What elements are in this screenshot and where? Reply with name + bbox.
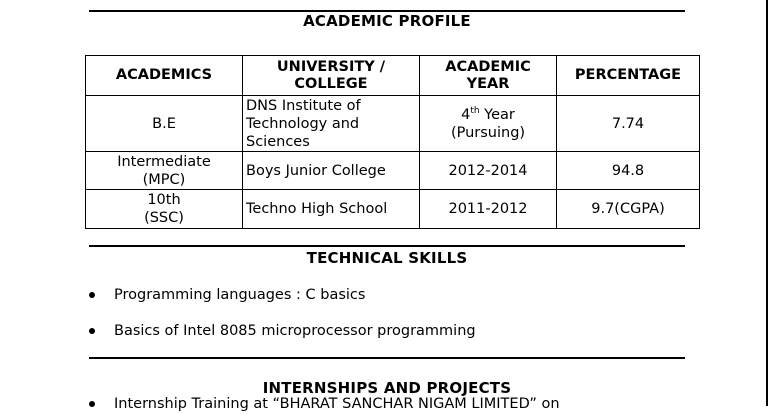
- list-item: Basics of Intel 8085 microprocessor programming: [89, 321, 476, 357]
- cell-academics: 10th (SSC): [86, 190, 243, 229]
- cell-percentage: 7.74: [557, 96, 700, 152]
- cell-college: Boys Junior College: [243, 152, 420, 190]
- list-item: Internship Training at “BHARAT SANCHAR NIGAM LIMITED” on: [89, 394, 689, 414]
- header-academic-year: ACADEMIC YEAR: [420, 56, 557, 96]
- table-header-row: [86, 56, 700, 96]
- table-row: [86, 190, 700, 229]
- academic-profile-table: [85, 55, 700, 229]
- header-percentage: PERCENTAGE: [557, 56, 700, 96]
- bullet-icon: [89, 328, 95, 334]
- header-academics: ACADEMICS: [86, 56, 243, 96]
- bullet-icon: [89, 401, 95, 407]
- cell-college: Techno High School: [243, 190, 420, 229]
- internships-heading: INTERNSHIPS AND PROJECTS: [262, 379, 512, 397]
- cell-year: 2011-2012: [420, 190, 557, 229]
- list-item: Programming languages : C basics: [89, 285, 476, 321]
- technical-skills-list: [89, 285, 476, 357]
- cell-academics: Intermediate (MPC): [86, 152, 243, 190]
- technical-skills-heading: TECHNICAL SKILLS: [306, 249, 468, 267]
- header-university-college: UNIVERSITY / COLLEGE: [243, 56, 420, 96]
- cell-percentage: 9.7(CGPA): [557, 190, 700, 229]
- cell-percentage: 94.8: [557, 152, 700, 190]
- bullet-icon: [89, 292, 95, 298]
- table-row: [86, 96, 700, 152]
- section-divider: [89, 357, 685, 359]
- academic-profile-heading: ACADEMIC PROFILE: [303, 12, 471, 30]
- section-divider: [89, 245, 685, 247]
- cell-year: 4th Year (Pursuing): [420, 96, 557, 152]
- cell-college: DNS Institute of Technology and Sciences: [243, 96, 420, 152]
- page-border: [766, 0, 768, 406]
- cell-academics: B.E: [86, 96, 243, 152]
- cell-year: 2012-2014: [420, 152, 557, 190]
- table-row: [86, 152, 700, 190]
